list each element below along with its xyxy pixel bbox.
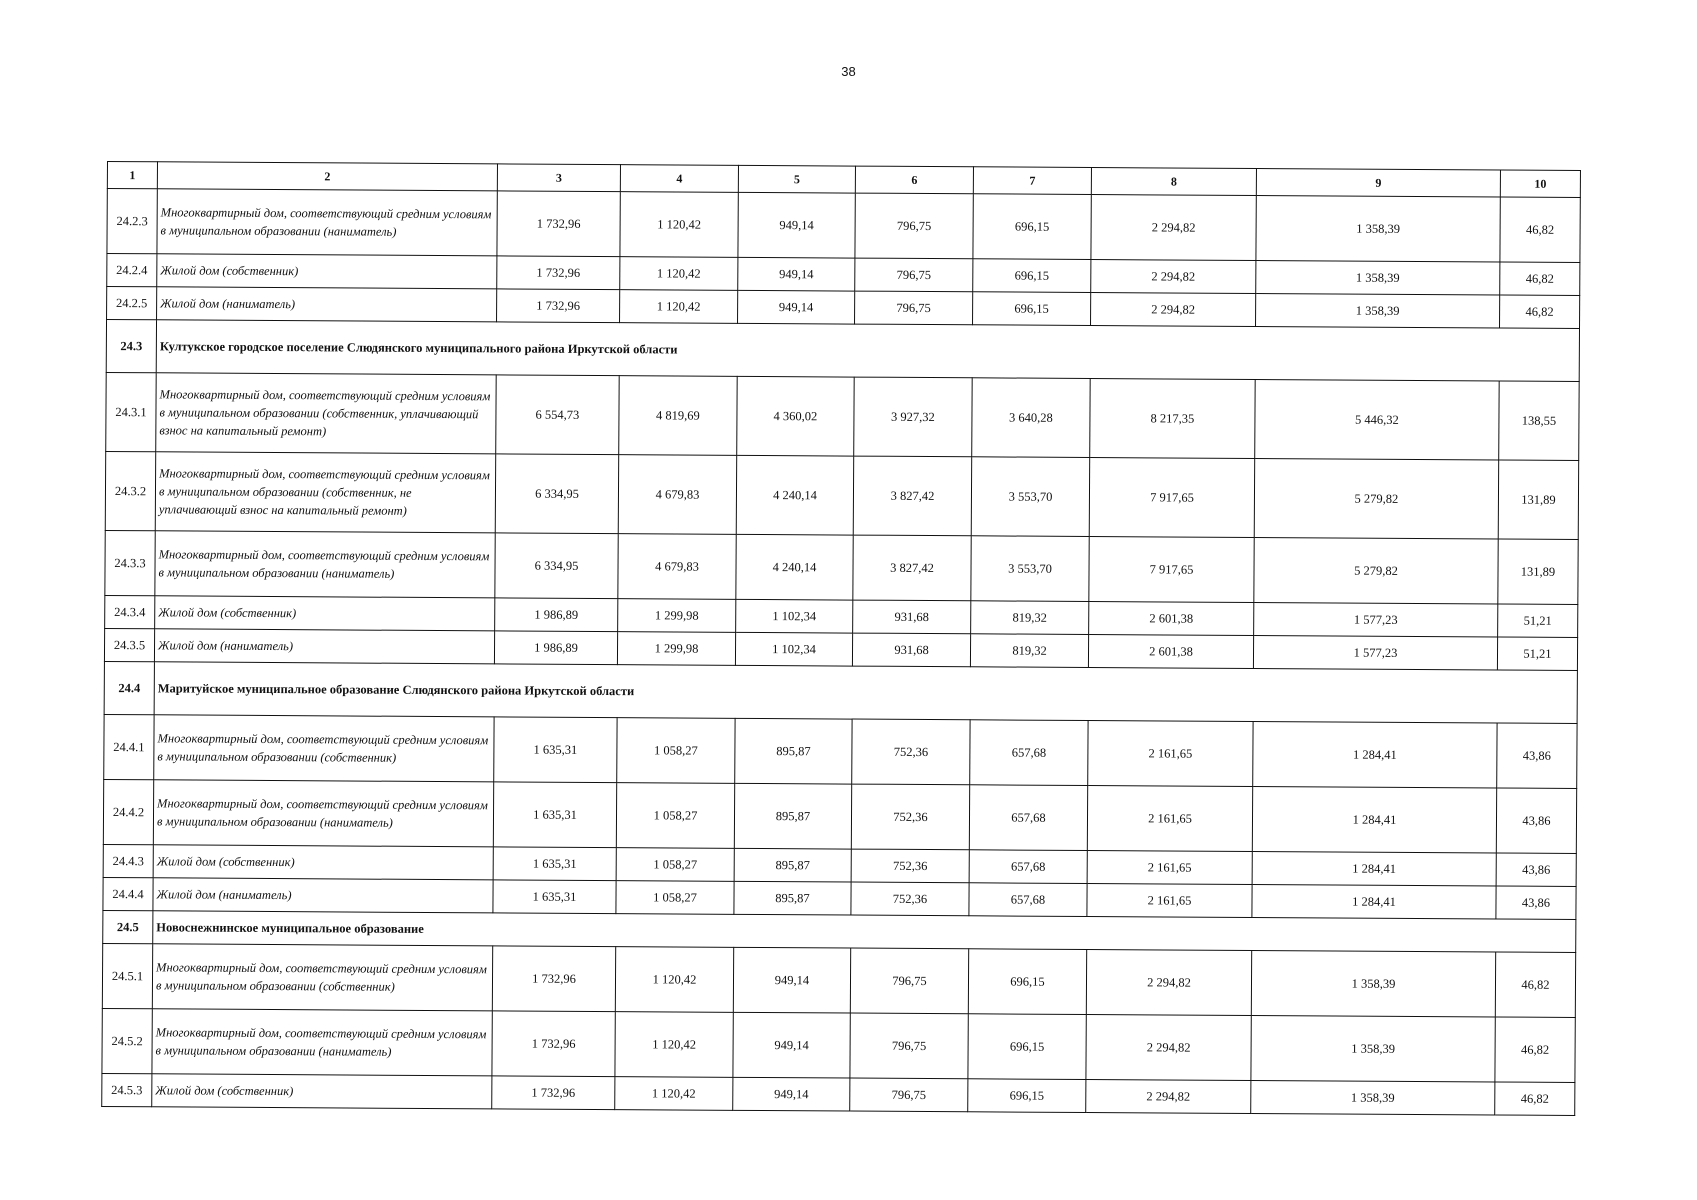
value-cell: 1 299,98 [617,632,735,666]
value-cell: 46,82 [1500,197,1580,262]
value-cell: 131,89 [1498,460,1578,539]
value-cell: 2 294,82 [1086,949,1251,1015]
value-cell: 1 102,34 [736,599,853,633]
table-body [102,162,1581,1116]
value-cell: 796,75 [850,1013,968,1079]
value-cell: 3 927,32 [854,377,972,457]
value-cell: 138,55 [1499,381,1579,460]
value-cell: 2 294,82 [1086,1079,1251,1113]
value-cell: 796,75 [850,1078,968,1112]
value-cell: 949,14 [738,192,855,258]
value-cell: 4 679,83 [618,534,736,600]
value-cell: 752,36 [851,784,969,850]
value-cell: 3 553,70 [971,536,1089,602]
value-cell: 2 294,82 [1091,260,1256,294]
value-cell: 657,68 [969,785,1087,851]
value-cell: 1 635,31 [493,880,616,914]
value-cell: 5 279,82 [1254,538,1498,604]
value-cell: 696,15 [968,1014,1086,1080]
value-cell: 7 917,65 [1089,537,1254,603]
row-name: Многоквартирный дом, соответствующий средним условиям в муниципальном образовании (наниматель) [153,780,493,847]
value-cell: 1 635,31 [494,717,617,783]
value-cell: 51,21 [1498,604,1578,637]
value-cell: 2 294,82 [1091,293,1256,327]
value-cell: 1 358,39 [1256,196,1500,262]
row-code: 24.3.5 [104,628,154,661]
section-row [106,320,1579,382]
value-cell: 696,15 [973,292,1091,326]
value-cell: 2 294,82 [1091,195,1256,261]
row-name: Жилой дом (собственник) [152,1074,492,1109]
column-header: 7 [973,167,1091,195]
value-cell: 931,68 [852,633,970,667]
row-name: Многоквартирный дом, соответствующий средним условиям в муниципальном образовании (наниматель) [155,531,495,598]
value-cell: 696,15 [973,194,1091,260]
value-cell: 1 358,39 [1256,261,1500,295]
value-cell: 4 679,83 [618,455,736,535]
value-cell: 696,15 [968,1079,1086,1113]
column-header: 8 [1091,168,1256,196]
value-cell: 796,75 [855,193,973,259]
column-header: 9 [1256,169,1500,197]
table-row [103,779,1576,853]
row-name: Жилой дом (наниматель) [153,878,493,913]
value-cell: 1 732,96 [492,946,615,1012]
value-cell: 1 358,39 [1256,294,1500,328]
value-cell: 1 732,96 [492,1076,615,1110]
row-name: Жилой дом (наниматель) [157,287,497,322]
value-cell: 3 553,70 [971,457,1089,537]
value-cell: 3 827,42 [853,535,971,601]
value-cell: 1 358,39 [1251,1016,1495,1082]
row-code: 24.3.4 [105,595,155,628]
row-name: Жилой дом (собственник) [153,845,493,880]
section-code: 24.5 [103,910,153,943]
row-code: 24.2.3 [107,189,157,254]
value-cell: 46,82 [1500,262,1580,295]
value-cell: 819,32 [971,601,1089,635]
row-code: 24.4.1 [104,714,154,779]
value-cell: 46,82 [1495,1017,1575,1082]
table-row [105,451,1578,539]
value-cell: 1 358,39 [1251,1081,1495,1115]
value-cell: 657,68 [969,883,1087,917]
row-code: 24.4.2 [103,779,153,844]
value-cell: 5 279,82 [1254,459,1498,539]
value-cell: 931,68 [853,600,971,634]
row-code: 24.2.5 [107,287,157,320]
value-cell: 752,36 [851,849,969,883]
row-code: 24.5.2 [102,1008,152,1073]
column-header: 1 [107,162,157,189]
value-cell: 895,87 [735,718,852,784]
table-row [104,714,1577,788]
table-row [102,943,1575,1017]
value-cell: 1 732,96 [497,191,620,257]
value-cell: 46,82 [1495,1082,1575,1115]
row-code: 24.4.4 [103,877,153,910]
value-cell: 2 161,65 [1087,851,1252,885]
table-row [106,372,1579,460]
table-row [105,530,1578,604]
section-code: 24.4 [104,661,154,714]
row-name: Многоквартирный дом, соответствующий средним условиям в муниципальном образовании (собственник, не уплачивающий взнос на капитальный ремонт) [155,452,495,533]
value-cell: 2 294,82 [1086,1014,1251,1080]
value-cell: 4 240,14 [736,534,853,600]
value-cell: 949,14 [738,290,855,324]
value-cell: 2 161,65 [1088,721,1253,787]
value-cell: 819,32 [970,634,1088,668]
value-cell: 2 601,38 [1089,602,1254,636]
row-code: 24.5.3 [102,1073,152,1106]
value-cell: 6 334,95 [495,533,618,599]
row-name: Жилой дом (собственник) [155,596,495,631]
value-cell: 1 120,42 [620,290,738,324]
value-cell: 1 358,39 [1251,951,1495,1017]
value-cell: 1 120,42 [615,947,733,1013]
table-row [107,189,1580,263]
column-header: 3 [497,164,620,192]
row-name: Многоквартирный дом, соответствующий средним условиям в муниципальном образовании (наниматель) [157,189,497,256]
row-name: Многоквартирный дом, соответствующий средним условиям в муниципальном образовании (собственник) [152,944,492,1011]
table-row [102,1008,1575,1082]
value-cell: 2 161,65 [1087,884,1252,918]
value-cell: 1 284,41 [1252,885,1496,919]
value-cell: 1 058,27 [616,881,734,915]
value-cell: 43,86 [1496,788,1576,853]
tariff-table [101,161,1581,1116]
value-cell: 1 732,96 [492,1011,615,1077]
value-cell: 3 827,42 [853,456,971,536]
value-cell: 752,36 [851,882,969,916]
value-cell: 752,36 [852,719,970,785]
value-cell: 131,89 [1498,539,1578,604]
value-cell: 895,87 [734,783,851,849]
value-cell: 1 577,23 [1253,636,1497,670]
value-cell: 696,15 [968,949,1086,1015]
value-cell: 1 299,98 [618,599,736,633]
value-cell: 796,75 [850,948,968,1014]
value-cell: 4 360,02 [737,376,854,456]
value-cell: 949,14 [733,1077,850,1111]
row-name: Жилой дом (наниматель) [154,629,494,664]
value-cell: 949,14 [738,257,855,291]
value-cell: 796,75 [855,291,973,325]
value-cell: 1 058,27 [616,783,734,849]
row-code: 24.3.1 [106,372,156,451]
value-cell: 1 635,31 [493,847,616,881]
value-cell: 1 120,42 [620,257,738,291]
value-cell: 51,21 [1497,637,1577,670]
column-header: 6 [855,166,973,194]
value-cell: 6 334,95 [495,454,618,534]
value-cell: 1 284,41 [1252,852,1496,886]
value-cell: 1 058,27 [617,718,735,784]
value-cell: 1 635,31 [493,782,616,848]
value-cell: 6 554,73 [496,375,619,455]
row-code: 24.3.3 [105,530,155,595]
column-header: 2 [157,162,497,191]
column-header: 4 [620,165,738,193]
value-cell: 1 577,23 [1254,603,1498,637]
value-cell: 5 446,32 [1255,380,1499,460]
value-cell: 1 058,27 [616,848,734,882]
column-header: 5 [738,165,855,193]
value-cell: 43,86 [1497,723,1577,788]
value-cell: 696,15 [973,259,1091,293]
value-cell: 2 601,38 [1088,635,1253,669]
value-cell: 1 120,42 [615,1077,733,1111]
value-cell: 7 917,65 [1089,458,1254,538]
value-cell: 796,75 [855,258,973,292]
value-cell: 43,86 [1496,886,1576,919]
value-cell: 4 819,69 [619,376,737,456]
row-code: 24.4.3 [103,844,153,877]
value-cell: 657,68 [970,720,1088,786]
value-cell: 1 284,41 [1252,787,1496,853]
value-cell: 8 217,35 [1090,379,1255,459]
value-cell: 1 120,42 [615,1012,733,1078]
value-cell: 2 161,65 [1087,786,1252,852]
value-cell: 1 732,96 [497,256,620,290]
value-cell: 895,87 [734,881,851,915]
value-cell: 949,14 [733,1012,850,1078]
value-cell: 1 732,96 [497,289,620,323]
row-code: 24.2.4 [107,254,157,287]
value-cell: 46,82 [1500,295,1580,328]
row-code: 24.5.1 [102,943,152,1008]
value-cell: 895,87 [734,848,851,882]
value-cell: 1 986,89 [494,631,617,665]
row-code: 24.3.2 [105,451,155,530]
value-cell: 1 986,89 [495,598,618,632]
page-number: 38 [841,64,856,79]
value-cell: 43,86 [1496,853,1576,886]
row-name: Жилой дом (собственник) [157,254,497,289]
section-code: 24.3 [106,320,156,373]
value-cell: 1 120,42 [620,192,738,258]
value-cell: 657,68 [969,850,1087,884]
value-cell: 4 240,14 [736,455,853,535]
value-cell: 1 284,41 [1253,722,1497,788]
row-name: Многоквартирный дом, соответствующий средним условиям в муниципальном образовании (собственник, уплачивающий взнос на капитальный ремонт) [156,373,496,454]
value-cell: 1 102,34 [735,632,852,666]
value-cell: 3 640,28 [972,378,1090,458]
value-cell: 949,14 [733,947,850,1013]
section-name: Новоснежнинское муниципальное образование [153,911,1576,953]
section-row [104,661,1577,723]
row-name: Многоквартирный дом, соответствующий средним условиям в муниципальном образовании (наниматель) [152,1009,492,1076]
value-cell: 46,82 [1495,952,1575,1017]
row-name: Многоквартирный дом, соответствующий средним условиям в муниципальном образовании (собственник) [154,715,494,782]
section-name: Култукское городское поселение Слюдянского муниципального района Иркутской области [156,320,1579,382]
section-name: Маритуйское муниципальное образование Слюдянского района Иркутской области [154,662,1577,724]
column-header: 10 [1500,170,1580,197]
